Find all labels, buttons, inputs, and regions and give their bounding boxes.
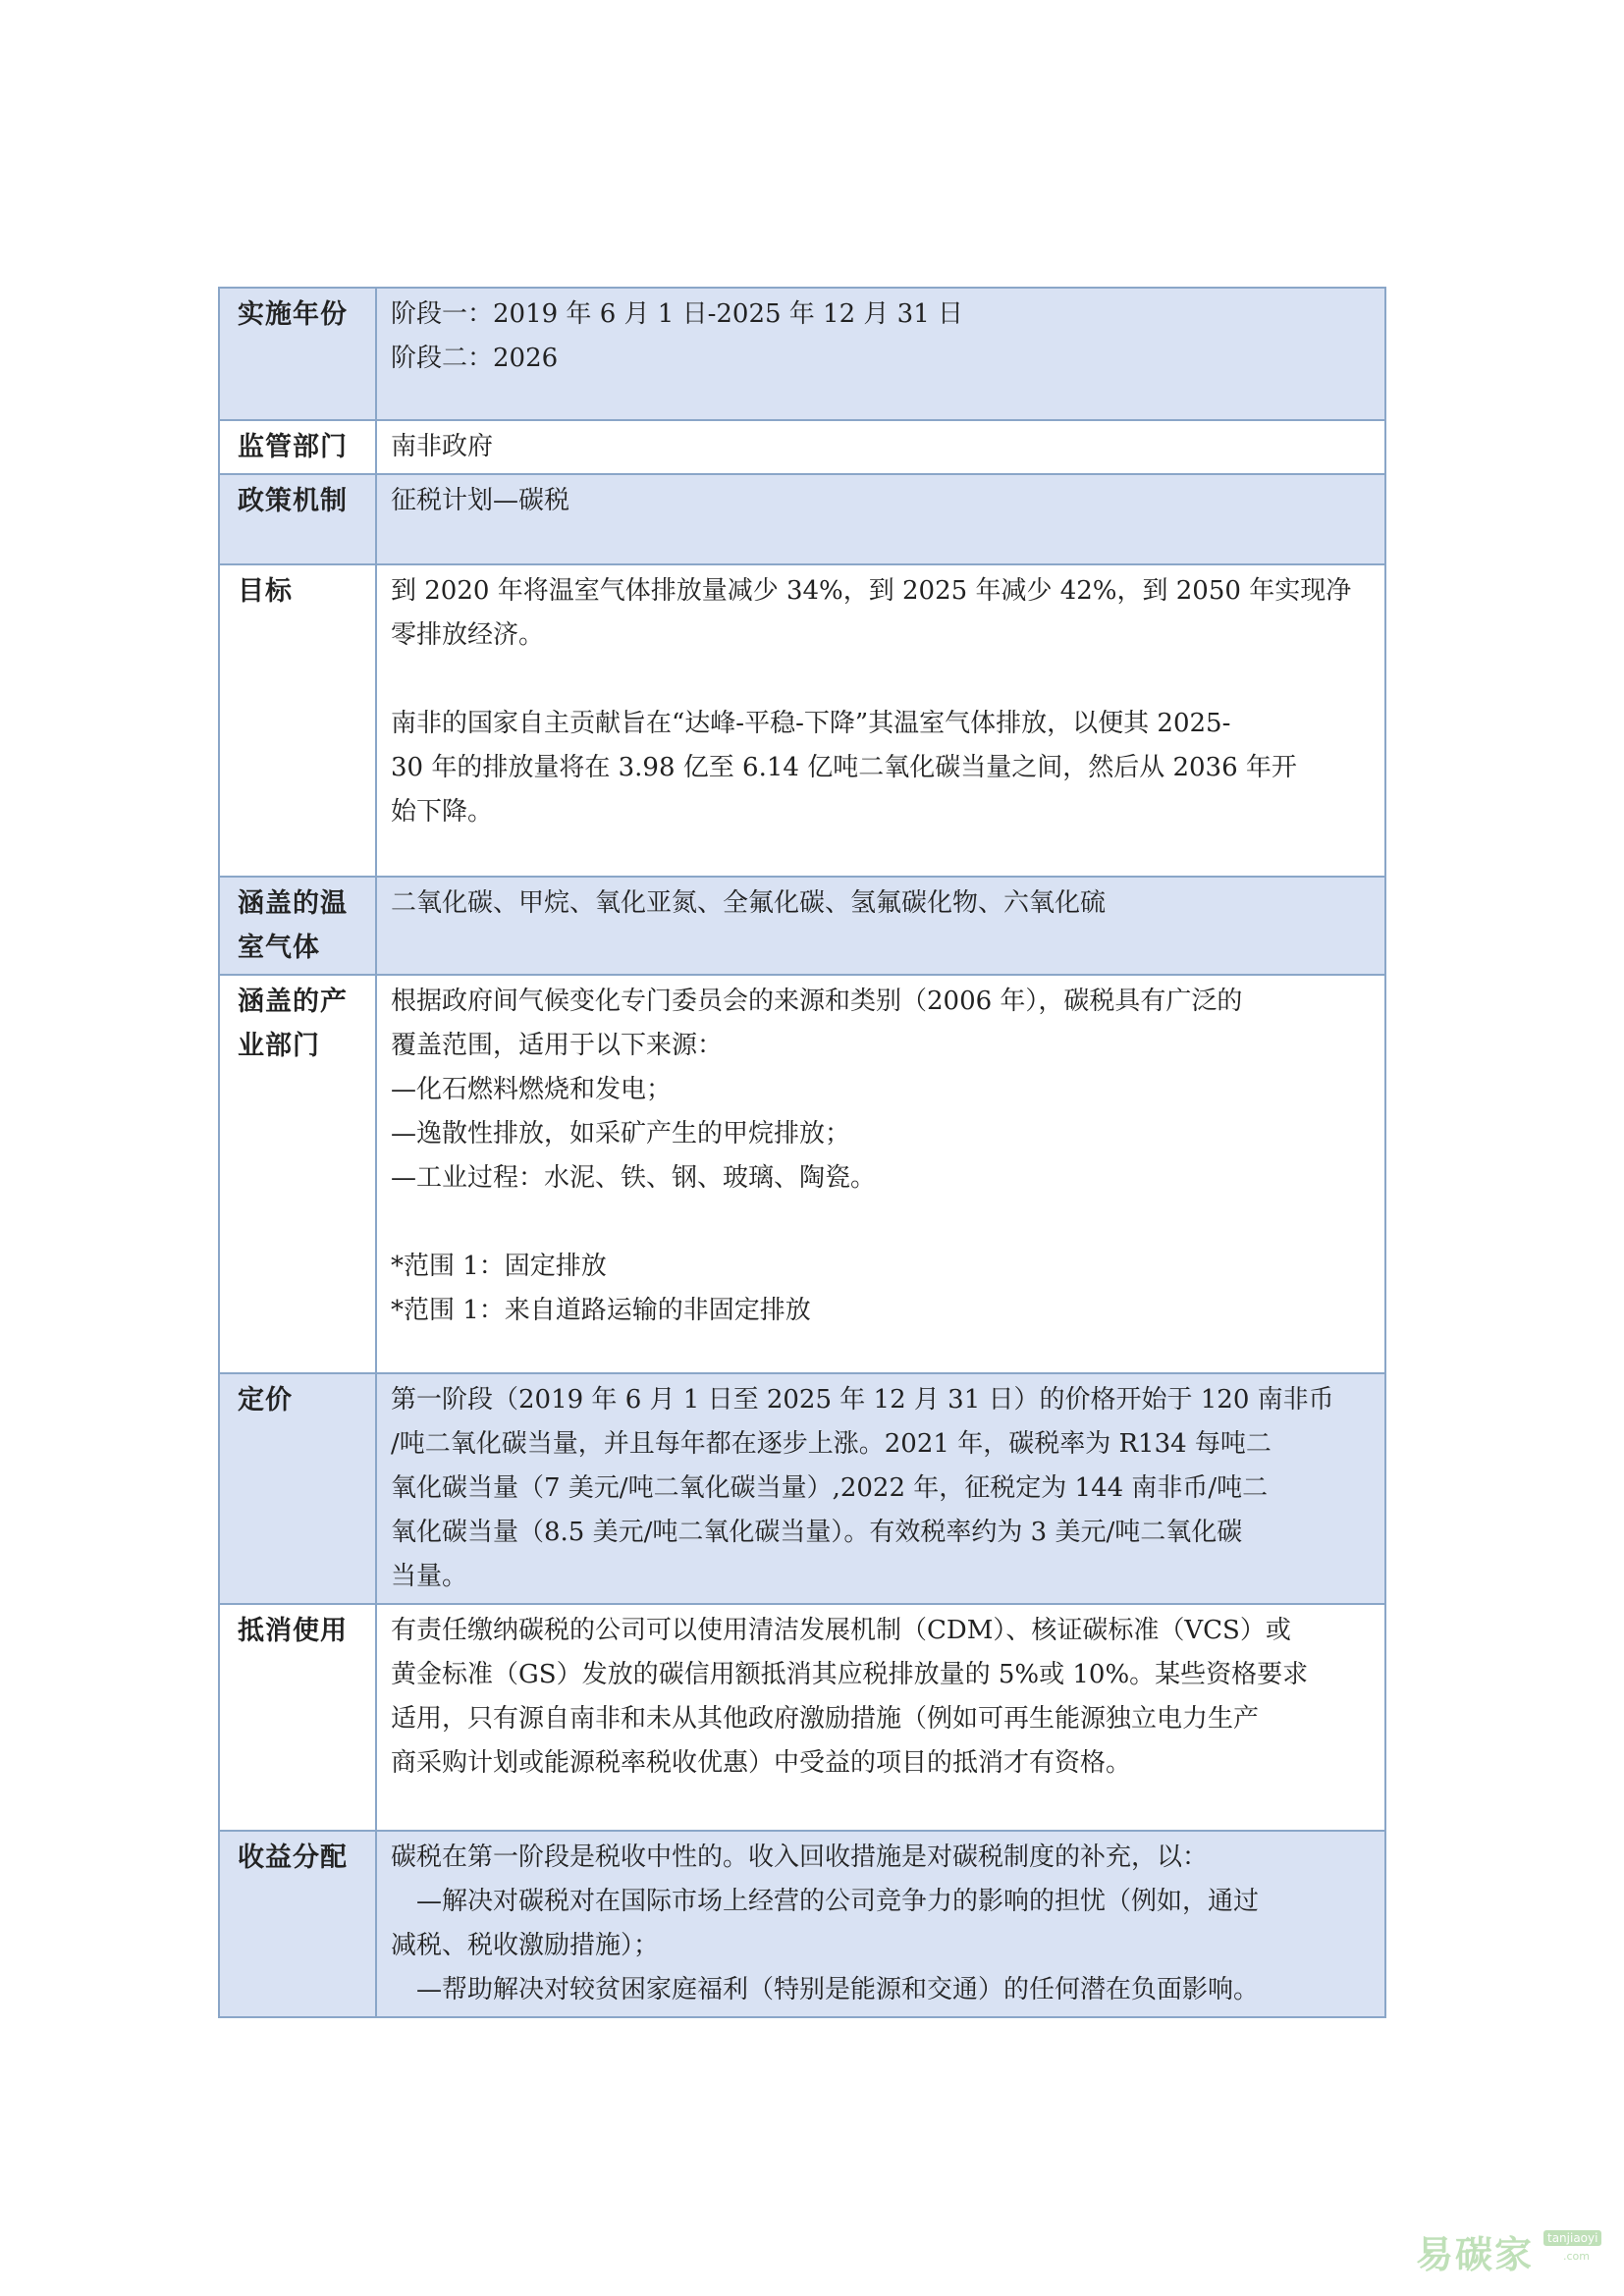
row-policy-mechanism bbox=[219, 474, 1385, 564]
row-implementation-year bbox=[219, 288, 1385, 420]
sectors-p2-line-2: *范围 1：来自道路运输的非固定排放 bbox=[391, 1296, 811, 1325]
row-pricing bbox=[219, 1373, 1385, 1604]
revenue-line-2: —解决对碳税对在国际市场上经营的公司竞争力的影响的担忧（例如，通过 bbox=[416, 1887, 1260, 1916]
paragraph-gap bbox=[391, 658, 1371, 702]
label-covered-gases bbox=[219, 877, 376, 975]
label-covered-sectors-line-2: 业部门 bbox=[238, 1031, 320, 1061]
value-covered-sectors bbox=[376, 975, 1385, 1373]
row-covered-gases bbox=[219, 877, 1385, 975]
pricing-line-3: 氧化碳当量（7 美元/吨二氧化碳当量）,2022 年，征税定为 144 南非币/吨二 bbox=[391, 1473, 1269, 1503]
revenue-line-3: 减税、税收激励措施）； bbox=[391, 1931, 660, 1960]
policy-table bbox=[218, 287, 1386, 2018]
label-covered-sectors-line-1: 涵盖的产 bbox=[238, 987, 348, 1017]
targets-p1-line-2: 零排放经济。 bbox=[391, 620, 545, 650]
value-policy-mechanism bbox=[376, 474, 1385, 564]
regulator-text: 南非政府 bbox=[391, 432, 494, 461]
value-covered-gases bbox=[376, 877, 1385, 975]
sectors-p1-line-3: —化石燃料燃烧和发电； bbox=[391, 1075, 673, 1104]
label-targets: 目标 bbox=[219, 564, 376, 877]
row-covered-sectors bbox=[219, 975, 1385, 1373]
row-regulator bbox=[219, 420, 1385, 474]
label-offset-use: 抵消使用 bbox=[219, 1604, 376, 1831]
label-regulator: 监管部门 bbox=[219, 420, 376, 474]
row-targets bbox=[219, 564, 1385, 877]
label-covered-gases-line-1: 涵盖的温 bbox=[238, 888, 348, 919]
label-revenue-distribution: 收益分配 bbox=[219, 1831, 376, 2017]
value-targets bbox=[376, 564, 1385, 877]
offset-line-4: 商采购计划或能源税率税收优惠）中受益的项目的抵消才有资格。 bbox=[391, 1748, 1132, 1778]
sectors-p2-line-1: *范围 1：固定排放 bbox=[391, 1252, 607, 1281]
value-pricing bbox=[376, 1373, 1385, 1604]
offset-line-3: 适用，只有源自南非和未从其他政府激励措施（例如可再生能源独立电力生产 bbox=[391, 1704, 1260, 1734]
value-revenue-distribution bbox=[376, 1831, 1385, 2017]
label-pricing: 定价 bbox=[219, 1373, 376, 1604]
offset-line-2: 黄金标准（GS）发放的碳信用额抵消其应税排放量的 5%或 10%。某些资格要求 bbox=[391, 1660, 1309, 1689]
targets-p1-line-1: 到 2020 年将温室气体排放量减少 34%，到 2025 年减少 42%，到 2050 年实现净 bbox=[391, 576, 1352, 606]
watermark-domain: tanjiaoyi bbox=[1543, 2230, 1601, 2246]
paragraph-gap bbox=[391, 1201, 1371, 1245]
pricing-line-5: 当量。 bbox=[391, 1562, 468, 1591]
sectors-p1-line-5: —工业过程：水泥、铁、钢、玻璃、陶瓷。 bbox=[391, 1163, 877, 1193]
value-offset-use bbox=[376, 1604, 1385, 1831]
pricing-line-1: 第一阶段（2019 年 6 月 1 日至 2025 年 12 月 31 日）的价格开始于 120 南非币 bbox=[391, 1385, 1334, 1415]
watermark-suffix: .com bbox=[1563, 2250, 1590, 2263]
targets-p2-line-3: 始下降。 bbox=[391, 797, 494, 827]
row-revenue-distribution bbox=[219, 1831, 1385, 2017]
sectors-p1-line-2: 覆盖范围，适用于以下来源： bbox=[391, 1031, 724, 1060]
value-implementation-year bbox=[376, 288, 1385, 420]
brand-watermark bbox=[1416, 2224, 1602, 2276]
label-covered-sectors bbox=[219, 975, 376, 1373]
label-policy-mechanism: 政策机制 bbox=[219, 474, 376, 564]
pricing-line-4: 氧化碳当量（8.5 美元/吨二氧化碳当量）。有效税率约为 3 美元/吨二氧化碳 bbox=[391, 1518, 1243, 1547]
label-covered-gases-line-2: 室气体 bbox=[238, 933, 320, 963]
value-regulator bbox=[376, 420, 1385, 474]
sectors-p1-line-4: —逸散性排放，如采矿产生的甲烷排放； bbox=[391, 1119, 851, 1148]
label-implementation-year: 实施年份 bbox=[219, 288, 376, 420]
phase-two-text: 阶段二：2026 bbox=[391, 344, 559, 373]
sectors-p1-line-1: 根据政府间气候变化专门委员会的来源和类别（2006 年），碳税具有广泛的 bbox=[391, 987, 1243, 1016]
targets-p2-line-2: 30 年的排放量将在 3.98 亿至 6.14 亿吨二氧化碳当量之间，然后从 2036 年开 bbox=[391, 753, 1297, 782]
revenue-line-1: 碳税在第一阶段是税收中性的。收入回收措施是对碳税制度的补充，以： bbox=[391, 1842, 1209, 1872]
targets-p2-line-1: 南非的国家自主贡献旨在“达峰-平稳-下降”其温室气体排放，以便其 2025- bbox=[391, 709, 1231, 738]
covered-gases-text: 二氧化碳、甲烷、氧化亚氮、全氟化碳、氢氟碳化物、六氧化硫 bbox=[391, 888, 1107, 918]
phase-one-text: 阶段一：2019 年 6 月 1 日-2025 年 12 月 31 日 bbox=[391, 299, 964, 329]
pricing-line-2: /吨二氧化碳当量，并且每年都在逐步上涨。2021 年，碳税率为 R134 每吨二 bbox=[391, 1429, 1272, 1459]
revenue-line-4: —帮助解决对较贫困家庭福利（特别是能源和交通）的任何潜在负面影响。 bbox=[416, 1975, 1260, 2004]
row-offset-use bbox=[219, 1604, 1385, 1831]
watermark-brand: 易碳家 bbox=[1416, 2233, 1535, 2276]
offset-line-1: 有责任缴纳碳税的公司可以使用清洁发展机制（CDM）、核证碳标准（VCS）或 bbox=[391, 1616, 1291, 1645]
policy-mechanism-text: 征税计划—碳税 bbox=[391, 486, 570, 515]
